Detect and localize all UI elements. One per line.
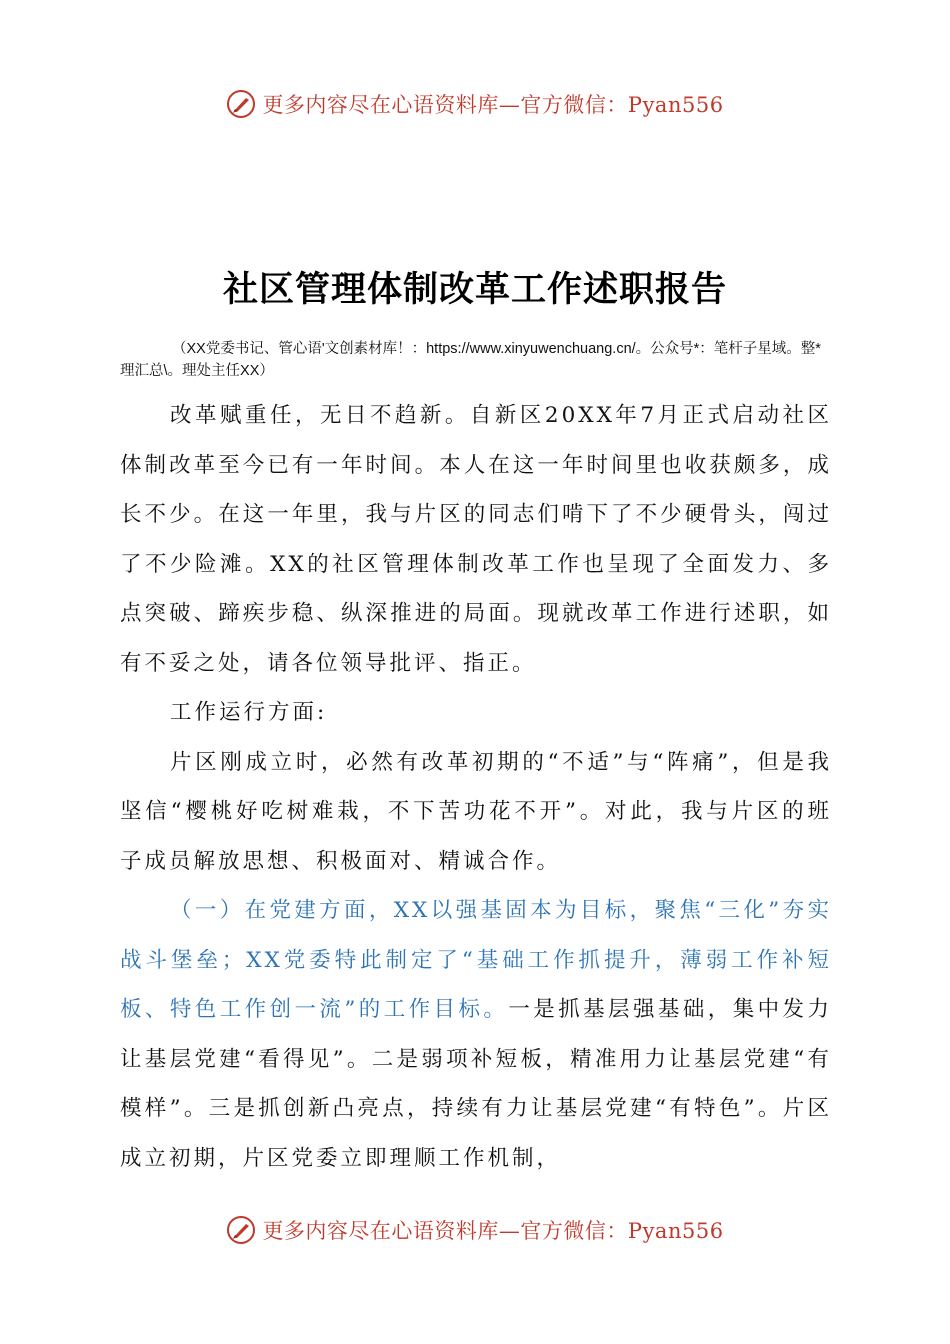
pen-feather-icon [226, 89, 256, 119]
watermark-banner-bottom [0, 1210, 950, 1250]
highlighted-heading: （一）在党建方面，XX以强基固本为目标，聚焦“三化”夯实战斗堡垒；XX党委特此制定了“基础工作抓提升，薄弱工作补短板、特色工作创一流”的工作目标。 [120, 898, 832, 1022]
paragraph-intro: 改革赋重任，无日不趋新。自新区20XX年7月正式启动社区体制改革至今已有一年时间。本人在这一年时间里也收获颇多，成长不少。在这一年里，我与片区的同志们啃下了不少硬骨头，闯过了不少险滩。XX的社区管理体制改革工作也呈现了全面发力、多点突破、蹄疾步稳、纵深推进的局面。现就改革工作进行述职，如有不妥之处，请各位领导批评、指正。 [120, 403, 832, 676]
paragraph-party-building-text: 一是抓基层强基础，集中发力让基层党建“看得见”。二是弱项补短板，精准用力让基层党建“有模样”。三是抓创新凸亮点，持续有力让基层党建“有特色”。片区成立初期，片区党委立即理顺工作机制， [120, 997, 832, 1171]
document-subtitle: （XX党委书记、管心语'文创素材库！：https://www.xinyuwenchuang.cn/。公众号*：笔杆子星域。整*理汇总\。理处主任XX） [120, 341, 821, 379]
paragraph-startup: 片区刚成立时，必然有改革初期的“不适”与“阵痛”，但是我坚信“樱桃好吃树难栽，不下苦功花不开”。对此，我与片区的班子成员解放思想、积极面对、精诚合作。 [120, 749, 832, 874]
watermark-text: 更多内容尽在心语资料库—官方微信：Pyan556 [262, 93, 724, 117]
document-body [120, 391, 832, 1183]
paragraph-party-building [120, 886, 832, 1183]
document-title: 社区管理体制改革工作述职报告 [222, 269, 727, 310]
pen-feather-icon [226, 1215, 256, 1245]
watermark-text: 更多内容尽在心语资料库—官方微信：Pyan556 [262, 1219, 724, 1243]
paragraph-section-heading: 工作运行方面: [170, 700, 328, 725]
watermark-banner-top [0, 84, 950, 124]
